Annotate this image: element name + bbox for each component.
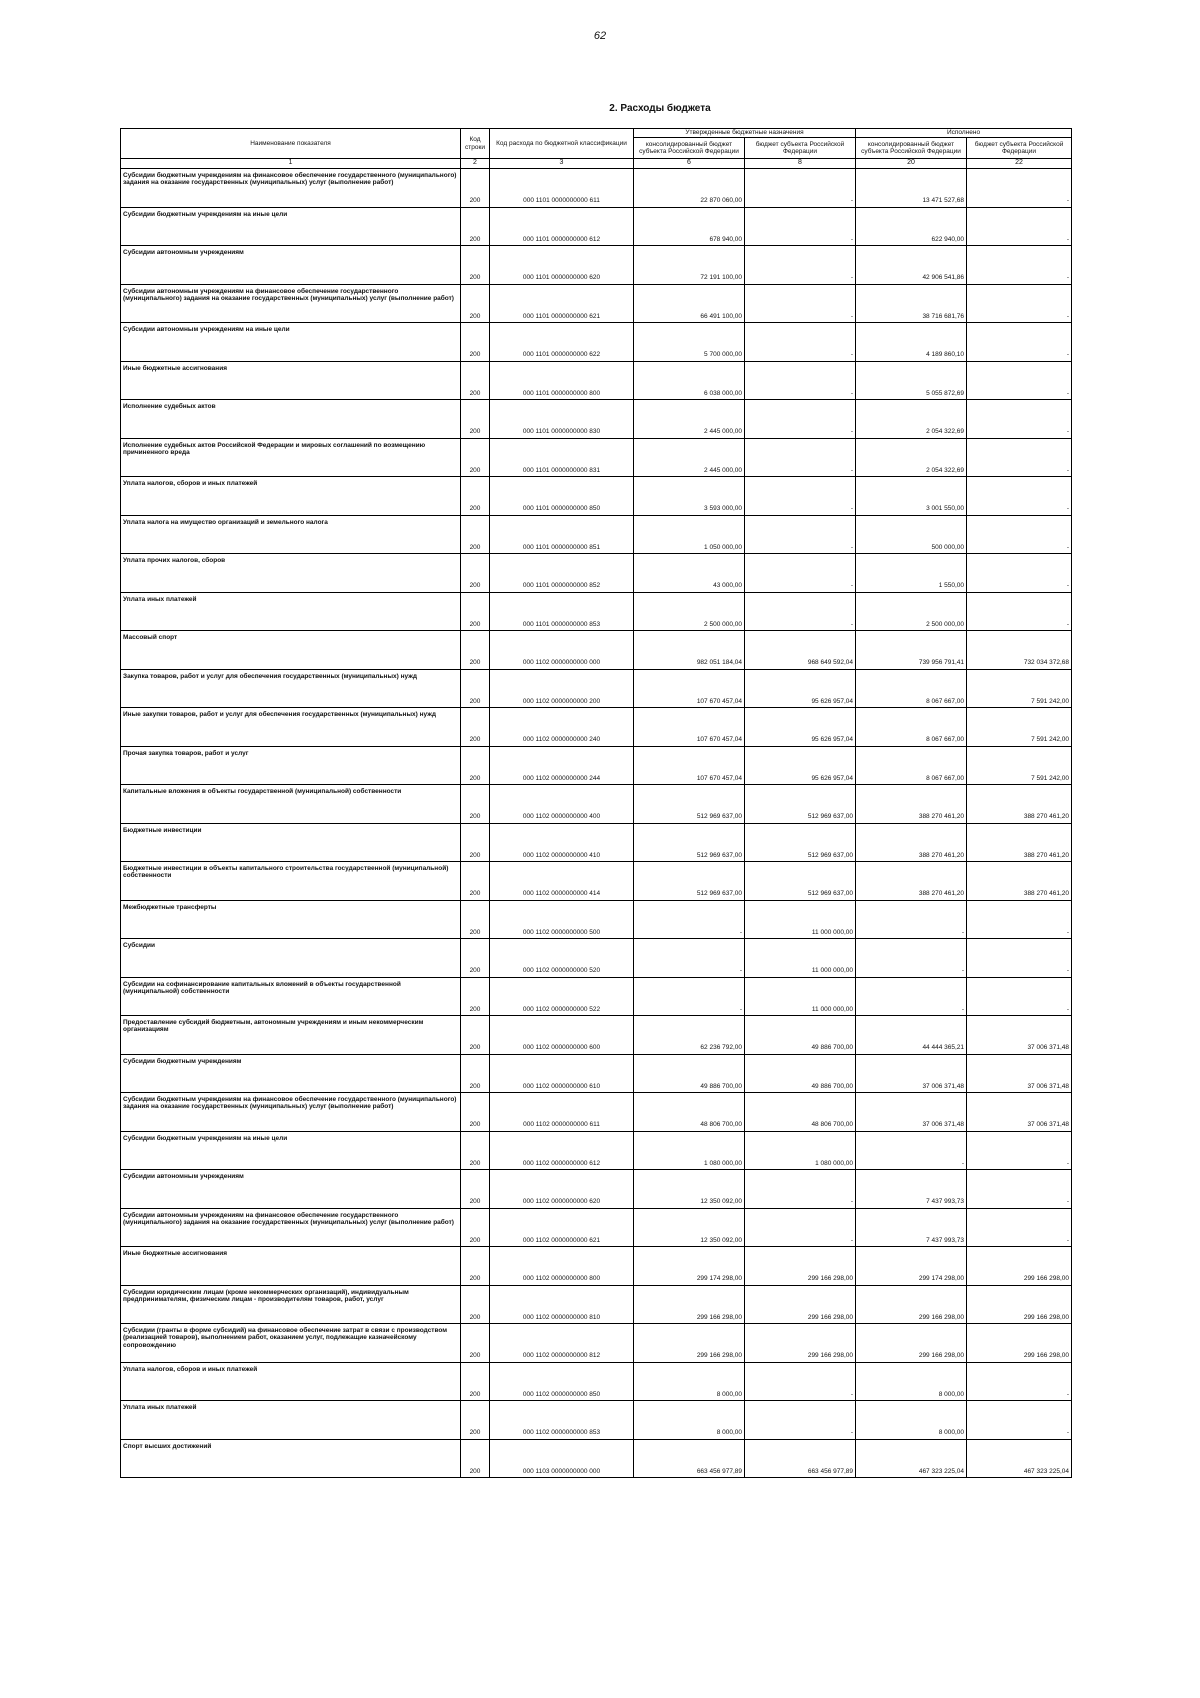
expense-code: 000 1102 0000000000 850: [490, 1362, 634, 1401]
approved-subject-value: -: [745, 284, 856, 323]
indicator-name: Субсидии бюджетным учреждениям на иные цели: [121, 1131, 461, 1170]
expense-code: 000 1102 0000000000 600: [490, 1016, 634, 1055]
indicator-name: Межбюджетные трансферты: [121, 900, 461, 939]
indicator-name: Субсидии автономным учреждениям на финансовое обеспечение государственного (муниципального) задания на оказание государственных (муниципальных) услуг (выполнение работ): [121, 1208, 461, 1247]
approved-subject-value: -: [745, 400, 856, 439]
executed-consolidated-value: 299 166 298,00: [856, 1324, 967, 1363]
approved-subject-value: 299 166 298,00: [745, 1247, 856, 1286]
line-code: 200: [461, 169, 490, 208]
line-code: 200: [461, 1093, 490, 1132]
approved-subject-value: 299 166 298,00: [745, 1285, 856, 1324]
approved-subject-value: -: [745, 207, 856, 246]
executed-subject-value: 299 166 298,00: [967, 1285, 1072, 1324]
header-approved-consolidated: консолидированный бюджет субъекта Российской Федерации: [634, 138, 745, 159]
table-row: [121, 1362, 1072, 1401]
executed-subject-value: 37 006 371,48: [967, 1093, 1072, 1132]
approved-consolidated-value: 107 670 457,04: [634, 746, 745, 785]
approved-subject-value: -: [745, 515, 856, 554]
executed-subject-value: -: [967, 169, 1072, 208]
expense-code: 000 1102 0000000000 853: [490, 1401, 634, 1440]
indicator-name: Субсидии: [121, 939, 461, 978]
line-code: 200: [461, 631, 490, 670]
approved-consolidated-value: 6 038 000,00: [634, 361, 745, 400]
approved-consolidated-value: 12 350 092,00: [634, 1170, 745, 1209]
expense-code: 000 1102 0000000000 812: [490, 1324, 634, 1363]
line-code: 200: [461, 862, 490, 901]
approved-subject-value: 968 649 592,04: [745, 631, 856, 670]
table-row: [121, 284, 1072, 323]
indicator-name: Уплата иных платежей: [121, 592, 461, 631]
executed-consolidated-value: 388 270 461,20: [856, 785, 967, 824]
expense-code: 000 1102 0000000000 800: [490, 1247, 634, 1286]
executed-subject-value: -: [967, 939, 1072, 978]
line-code: 200: [461, 1362, 490, 1401]
indicator-name: Субсидии бюджетным учреждениям на финансовое обеспечение государственного (муниципального) задания на оказание государственных (муниципальных) услуг (выполнение работ): [121, 1093, 461, 1132]
executed-consolidated-value: 7 437 993,73: [856, 1208, 967, 1247]
indicator-name: Бюджетные инвестиции в объекты капитального строительства государственной (муниципальной) собственности: [121, 862, 461, 901]
executed-consolidated-value: 7 437 993,73: [856, 1170, 967, 1209]
approved-consolidated-value: 2 445 000,00: [634, 438, 745, 477]
expense-code: 000 1102 0000000000 620: [490, 1170, 634, 1209]
approved-consolidated-value: 512 969 637,00: [634, 862, 745, 901]
executed-consolidated-value: 8 067 667,00: [856, 746, 967, 785]
approved-subject-value: -: [745, 1362, 856, 1401]
approved-consolidated-value: -: [634, 939, 745, 978]
approved-subject-value: 95 626 957,04: [745, 708, 856, 747]
approved-consolidated-value: 8 000,00: [634, 1362, 745, 1401]
executed-subject-value: -: [967, 900, 1072, 939]
approved-consolidated-value: 43 000,00: [634, 554, 745, 593]
expense-code: 000 1102 0000000000 500: [490, 900, 634, 939]
line-code: 200: [461, 1324, 490, 1363]
executed-subject-value: -: [967, 1131, 1072, 1170]
executed-subject-value: 388 270 461,20: [967, 862, 1072, 901]
table-row: [121, 438, 1072, 477]
approved-consolidated-value: 107 670 457,04: [634, 669, 745, 708]
approved-subject-value: -: [745, 477, 856, 516]
table-row: [121, 323, 1072, 362]
table-row: [121, 1247, 1072, 1286]
indicator-name: Уплата иных платежей: [121, 1401, 461, 1440]
table-row: [121, 1401, 1072, 1440]
line-code: 200: [461, 438, 490, 477]
approved-consolidated-value: 299 166 298,00: [634, 1285, 745, 1324]
table-row: [121, 1054, 1072, 1093]
col-number: 22: [967, 159, 1072, 169]
executed-consolidated-value: 388 270 461,20: [856, 823, 967, 862]
indicator-name: Субсидии бюджетным учреждениям: [121, 1054, 461, 1093]
executed-subject-value: -: [967, 977, 1072, 1016]
table-row: [121, 939, 1072, 978]
line-code: 200: [461, 477, 490, 516]
line-code: 200: [461, 746, 490, 785]
col-number: 2: [461, 159, 490, 169]
line-code: 200: [461, 246, 490, 285]
line-code: 200: [461, 1285, 490, 1324]
line-code: 200: [461, 554, 490, 593]
executed-subject-value: -: [967, 400, 1072, 439]
executed-consolidated-value: 467 323 225,04: [856, 1439, 967, 1478]
line-code: 200: [461, 669, 490, 708]
table-row: [121, 746, 1072, 785]
header-approved-group: Утвержденные бюджетные назначения: [634, 129, 856, 138]
table-row: [121, 1131, 1072, 1170]
approved-consolidated-value: 512 969 637,00: [634, 823, 745, 862]
expense-code: 000 1102 0000000000 410: [490, 823, 634, 862]
executed-consolidated-value: 2 500 000,00: [856, 592, 967, 631]
approved-subject-value: -: [745, 169, 856, 208]
expense-code: 000 1102 0000000000 000: [490, 631, 634, 670]
table-body: [121, 169, 1072, 1478]
approved-subject-value: -: [745, 1208, 856, 1247]
expense-code: 000 1101 0000000000 800: [490, 361, 634, 400]
expense-code: 000 1101 0000000000 622: [490, 323, 634, 362]
header-approved-subject: бюджет субъекта Российской Федерации: [745, 138, 856, 159]
approved-consolidated-value: 12 350 092,00: [634, 1208, 745, 1247]
table-row: [121, 1285, 1072, 1324]
approved-subject-value: 95 626 957,04: [745, 746, 856, 785]
line-code: 200: [461, 708, 490, 747]
expense-code: 000 1102 0000000000 400: [490, 785, 634, 824]
approved-subject-value: 512 969 637,00: [745, 862, 856, 901]
executed-consolidated-value: -: [856, 939, 967, 978]
executed-consolidated-value: 4 189 860,10: [856, 323, 967, 362]
expense-code: 000 1102 0000000000 621: [490, 1208, 634, 1247]
table-row: [121, 554, 1072, 593]
executed-consolidated-value: 2 054 322,69: [856, 400, 967, 439]
expense-code: 000 1101 0000000000 611: [490, 169, 634, 208]
executed-consolidated-value: 13 471 527,68: [856, 169, 967, 208]
line-code: 200: [461, 361, 490, 400]
approved-consolidated-value: 678 940,00: [634, 207, 745, 246]
indicator-name: Уплата прочих налогов, сборов: [121, 554, 461, 593]
indicator-name: Бюджетные инвестиции: [121, 823, 461, 862]
approved-subject-value: 663 456 977,89: [745, 1439, 856, 1478]
approved-subject-value: 48 806 700,00: [745, 1093, 856, 1132]
indicator-name: Иные бюджетные ассигнования: [121, 361, 461, 400]
executed-subject-value: 7 591 242,00: [967, 708, 1072, 747]
executed-subject-value: 37 006 371,48: [967, 1054, 1072, 1093]
indicator-name: Субсидии на софинансирование капитальных вложений в объекты государственной (муниципальной) собственности: [121, 977, 461, 1016]
approved-subject-value: 11 000 000,00: [745, 939, 856, 978]
executed-subject-value: -: [967, 1208, 1072, 1247]
indicator-name: Уплата налогов, сборов и иных платежей: [121, 1362, 461, 1401]
table-row: [121, 900, 1072, 939]
table-row: [121, 1208, 1072, 1247]
table-row: [121, 708, 1072, 747]
indicator-name: Закупка товаров, работ и услуг для обеспечения государственных (муниципальных) нужд: [121, 669, 461, 708]
executed-subject-value: -: [967, 515, 1072, 554]
table-row: [121, 361, 1072, 400]
expense-code: 000 1101 0000000000 851: [490, 515, 634, 554]
line-code: 200: [461, 1208, 490, 1247]
table-row: [121, 669, 1072, 708]
header-executed-consolidated: консолидированный бюджет субъекта Российской Федерации: [856, 138, 967, 159]
table-row: [121, 207, 1072, 246]
expense-code: 000 1101 0000000000 852: [490, 554, 634, 593]
approved-subject-value: 49 886 700,00: [745, 1016, 856, 1055]
executed-subject-value: -: [967, 323, 1072, 362]
approved-subject-value: 512 969 637,00: [745, 823, 856, 862]
indicator-name: Субсидии бюджетным учреждениям на иные цели: [121, 207, 461, 246]
executed-subject-value: -: [967, 1362, 1072, 1401]
executed-subject-value: 299 166 298,00: [967, 1247, 1072, 1286]
header-kbk: Код расхода по бюджетной классификации: [490, 129, 634, 159]
executed-subject-value: 7 591 242,00: [967, 669, 1072, 708]
approved-consolidated-value: 2 500 000,00: [634, 592, 745, 631]
indicator-name: Массовый спорт: [121, 631, 461, 670]
approved-consolidated-value: 72 191 100,00: [634, 246, 745, 285]
approved-consolidated-value: 299 174 298,00: [634, 1247, 745, 1286]
expense-code: 000 1101 0000000000 621: [490, 284, 634, 323]
expense-code: 000 1102 0000000000 520: [490, 939, 634, 978]
line-code: 200: [461, 1016, 490, 1055]
table-row: [121, 246, 1072, 285]
executed-subject-value: 37 006 371,48: [967, 1016, 1072, 1055]
expense-code: 000 1101 0000000000 850: [490, 477, 634, 516]
section-title: 2. Расходы бюджета: [609, 103, 711, 114]
line-code: 200: [461, 785, 490, 824]
executed-subject-value: -: [967, 554, 1072, 593]
approved-consolidated-value: 22 870 060,00: [634, 169, 745, 208]
line-code: 200: [461, 323, 490, 362]
executed-subject-value: -: [967, 361, 1072, 400]
line-code: 200: [461, 823, 490, 862]
executed-consolidated-value: -: [856, 900, 967, 939]
header-name: Наименование показателя: [121, 129, 461, 159]
approved-subject-value: -: [745, 361, 856, 400]
table-row: [121, 977, 1072, 1016]
executed-subject-value: -: [967, 1401, 1072, 1440]
line-code: 200: [461, 939, 490, 978]
executed-subject-value: 388 270 461,20: [967, 785, 1072, 824]
line-code: 200: [461, 900, 490, 939]
approved-consolidated-value: 1 080 000,00: [634, 1131, 745, 1170]
approved-subject-value: -: [745, 554, 856, 593]
approved-consolidated-value: 1 050 000,00: [634, 515, 745, 554]
approved-consolidated-value: 49 886 700,00: [634, 1054, 745, 1093]
approved-subject-value: 1 080 000,00: [745, 1131, 856, 1170]
expense-code: 000 1102 0000000000 810: [490, 1285, 634, 1324]
approved-consolidated-value: -: [634, 977, 745, 1016]
expense-code: 000 1103 0000000000 000: [490, 1439, 634, 1478]
executed-consolidated-value: -: [856, 977, 967, 1016]
executed-consolidated-value: 1 550,00: [856, 554, 967, 593]
approved-subject-value: 299 166 298,00: [745, 1324, 856, 1363]
table-header: [121, 129, 1072, 169]
approved-consolidated-value: 299 166 298,00: [634, 1324, 745, 1363]
expense-code: 000 1101 0000000000 830: [490, 400, 634, 439]
col-number: 3: [490, 159, 634, 169]
executed-consolidated-value: 42 906 541,86: [856, 246, 967, 285]
executed-consolidated-value: 37 006 371,48: [856, 1093, 967, 1132]
col-number: 20: [856, 159, 967, 169]
executed-consolidated-value: 8 067 667,00: [856, 708, 967, 747]
executed-subject-value: 7 591 242,00: [967, 746, 1072, 785]
executed-subject-value: -: [967, 592, 1072, 631]
expenditure-table: [120, 128, 1072, 1478]
header-executed-subject: бюджет субъекта Российской Федерации: [967, 138, 1072, 159]
table-row: [121, 1093, 1072, 1132]
indicator-name: Субсидии (гранты в форме субсидий) на финансовое обеспечение затрат в связи с производством (реализацией товаров), выполнением работ, оказанием услуг, подлежащие казначейскому сопровождению: [121, 1324, 461, 1363]
table-row: [121, 785, 1072, 824]
table-row: [121, 823, 1072, 862]
approved-consolidated-value: 663 456 977,89: [634, 1439, 745, 1478]
approved-subject-value: 95 626 957,04: [745, 669, 856, 708]
expense-code: 000 1101 0000000000 853: [490, 592, 634, 631]
table-row: [121, 592, 1072, 631]
approved-subject-value: 11 000 000,00: [745, 900, 856, 939]
executed-consolidated-value: 299 166 298,00: [856, 1285, 967, 1324]
expense-code: 000 1101 0000000000 612: [490, 207, 634, 246]
executed-consolidated-value: 44 444 365,21: [856, 1016, 967, 1055]
expense-code: 000 1102 0000000000 414: [490, 862, 634, 901]
executed-consolidated-value: 2 054 322,69: [856, 438, 967, 477]
executed-subject-value: -: [967, 246, 1072, 285]
executed-consolidated-value: 38 716 681,76: [856, 284, 967, 323]
approved-subject-value: -: [745, 1170, 856, 1209]
executed-consolidated-value: 8 000,00: [856, 1362, 967, 1401]
executed-consolidated-value: 5 055 872,69: [856, 361, 967, 400]
indicator-name: Субсидии бюджетным учреждениям на финансовое обеспечение государственного (муниципального) задания на оказание государственных (муниципальных) услуг (выполнение работ): [121, 169, 461, 208]
approved-subject-value: -: [745, 592, 856, 631]
indicator-name: Капитальные вложения в объекты государственной (муниципальной) собственности: [121, 785, 461, 824]
header-executed-group: Исполнено: [856, 129, 1072, 138]
executed-consolidated-value: 37 006 371,48: [856, 1054, 967, 1093]
executed-subject-value: 299 166 298,00: [967, 1324, 1072, 1363]
indicator-name: Прочая закупка товаров, работ и услуг: [121, 746, 461, 785]
line-code: 200: [461, 400, 490, 439]
approved-consolidated-value: 66 491 100,00: [634, 284, 745, 323]
expense-code: 000 1102 0000000000 244: [490, 746, 634, 785]
approved-subject-value: 512 969 637,00: [745, 785, 856, 824]
approved-consolidated-value: 48 806 700,00: [634, 1093, 745, 1132]
expense-code: 000 1101 0000000000 620: [490, 246, 634, 285]
line-code: 200: [461, 1401, 490, 1440]
line-code: 200: [461, 1170, 490, 1209]
indicator-name: Субсидии автономным учреждениям на финансовое обеспечение государственного (муниципального) задания на оказание государственных (муниципальных) услуг (выполнение работ): [121, 284, 461, 323]
approved-subject-value: -: [745, 1401, 856, 1440]
executed-subject-value: -: [967, 207, 1072, 246]
line-code: 200: [461, 977, 490, 1016]
approved-consolidated-value: 982 051 184,04: [634, 631, 745, 670]
approved-consolidated-value: 8 000,00: [634, 1401, 745, 1440]
expense-code: 000 1102 0000000000 612: [490, 1131, 634, 1170]
executed-subject-value: -: [967, 438, 1072, 477]
approved-consolidated-value: 512 969 637,00: [634, 785, 745, 824]
approved-subject-value: 11 000 000,00: [745, 977, 856, 1016]
executed-consolidated-value: 8 067 667,00: [856, 669, 967, 708]
executed-consolidated-value: 500 000,00: [856, 515, 967, 554]
line-code: 200: [461, 1247, 490, 1286]
indicator-name: Субсидии юридическим лицам (кроме некоммерческих организаций), индивидуальным предпринимателям, физическим лицам - производителям товаров, работ, услуг: [121, 1285, 461, 1324]
line-code: 200: [461, 1131, 490, 1170]
executed-consolidated-value: -: [856, 1131, 967, 1170]
executed-subject-value: 388 270 461,20: [967, 823, 1072, 862]
approved-subject-value: 49 886 700,00: [745, 1054, 856, 1093]
col-number: 6: [634, 159, 745, 169]
executed-consolidated-value: 622 940,00: [856, 207, 967, 246]
table-row: [121, 515, 1072, 554]
approved-subject-value: -: [745, 246, 856, 285]
table-row: [121, 862, 1072, 901]
expense-code: 000 1101 0000000000 831: [490, 438, 634, 477]
executed-subject-value: -: [967, 284, 1072, 323]
indicator-name: Исполнение судебных актов Российской Федерации и мировых соглашений по возмещению причиненного вреда: [121, 438, 461, 477]
indicator-name: Исполнение судебных актов: [121, 400, 461, 439]
executed-subject-value: -: [967, 477, 1072, 516]
table-row: [121, 477, 1072, 516]
expense-code: 000 1102 0000000000 610: [490, 1054, 634, 1093]
executed-subject-value: 467 323 225,04: [967, 1439, 1072, 1478]
executed-consolidated-value: 299 174 298,00: [856, 1247, 967, 1286]
expense-code: 000 1102 0000000000 240: [490, 708, 634, 747]
col-number: 1: [121, 159, 461, 169]
table-row: [121, 631, 1072, 670]
col-number: 8: [745, 159, 856, 169]
indicator-name: Субсидии автономным учреждениям на иные цели: [121, 323, 461, 362]
executed-consolidated-value: 3 001 550,00: [856, 477, 967, 516]
executed-subject-value: -: [967, 1170, 1072, 1209]
expense-code: 000 1102 0000000000 522: [490, 977, 634, 1016]
approved-consolidated-value: 3 593 000,00: [634, 477, 745, 516]
indicator-name: Уплата налогов, сборов и иных платежей: [121, 477, 461, 516]
line-code: 200: [461, 284, 490, 323]
table-row: [121, 1016, 1072, 1055]
approved-consolidated-value: 62 236 792,00: [634, 1016, 745, 1055]
approved-consolidated-value: 2 445 000,00: [634, 400, 745, 439]
approved-consolidated-value: 5 700 000,00: [634, 323, 745, 362]
indicator-name: Иные закупки товаров, работ и услуг для обеспечения государственных (муниципальных) нужд: [121, 708, 461, 747]
table-row: [121, 1170, 1072, 1209]
indicator-name: Уплата налога на имущество организаций и земельного налога: [121, 515, 461, 554]
line-code: 200: [461, 1439, 490, 1478]
approved-consolidated-value: -: [634, 900, 745, 939]
indicator-name: Субсидии автономным учреждениям: [121, 1170, 461, 1209]
page-number: 62: [593, 30, 607, 42]
executed-subject-value: 732 034 372,68: [967, 631, 1072, 670]
approved-subject-value: -: [745, 323, 856, 362]
expense-code: 000 1102 0000000000 611: [490, 1093, 634, 1132]
expense-code: 000 1102 0000000000 200: [490, 669, 634, 708]
table-row: [121, 400, 1072, 439]
approved-consolidated-value: 107 670 457,04: [634, 708, 745, 747]
approved-subject-value: -: [745, 438, 856, 477]
line-code: 200: [461, 592, 490, 631]
indicator-name: Спорт высших достижений: [121, 1439, 461, 1478]
indicator-name: Иные бюджетные ассигнования: [121, 1247, 461, 1286]
indicator-name: Предоставление субсидий бюджетным, автономным учреждениям и иным некоммерческим организациям: [121, 1016, 461, 1055]
executed-consolidated-value: 739 956 791,41: [856, 631, 967, 670]
table-row: [121, 1324, 1072, 1363]
header-code: Код строки: [461, 129, 490, 159]
table-row: [121, 1439, 1072, 1478]
table-row: [121, 169, 1072, 208]
indicator-name: Субсидии автономным учреждениям: [121, 246, 461, 285]
executed-consolidated-value: 388 270 461,20: [856, 862, 967, 901]
executed-consolidated-value: 8 000,00: [856, 1401, 967, 1440]
line-code: 200: [461, 1054, 490, 1093]
line-code: 200: [461, 515, 490, 554]
line-code: 200: [461, 207, 490, 246]
